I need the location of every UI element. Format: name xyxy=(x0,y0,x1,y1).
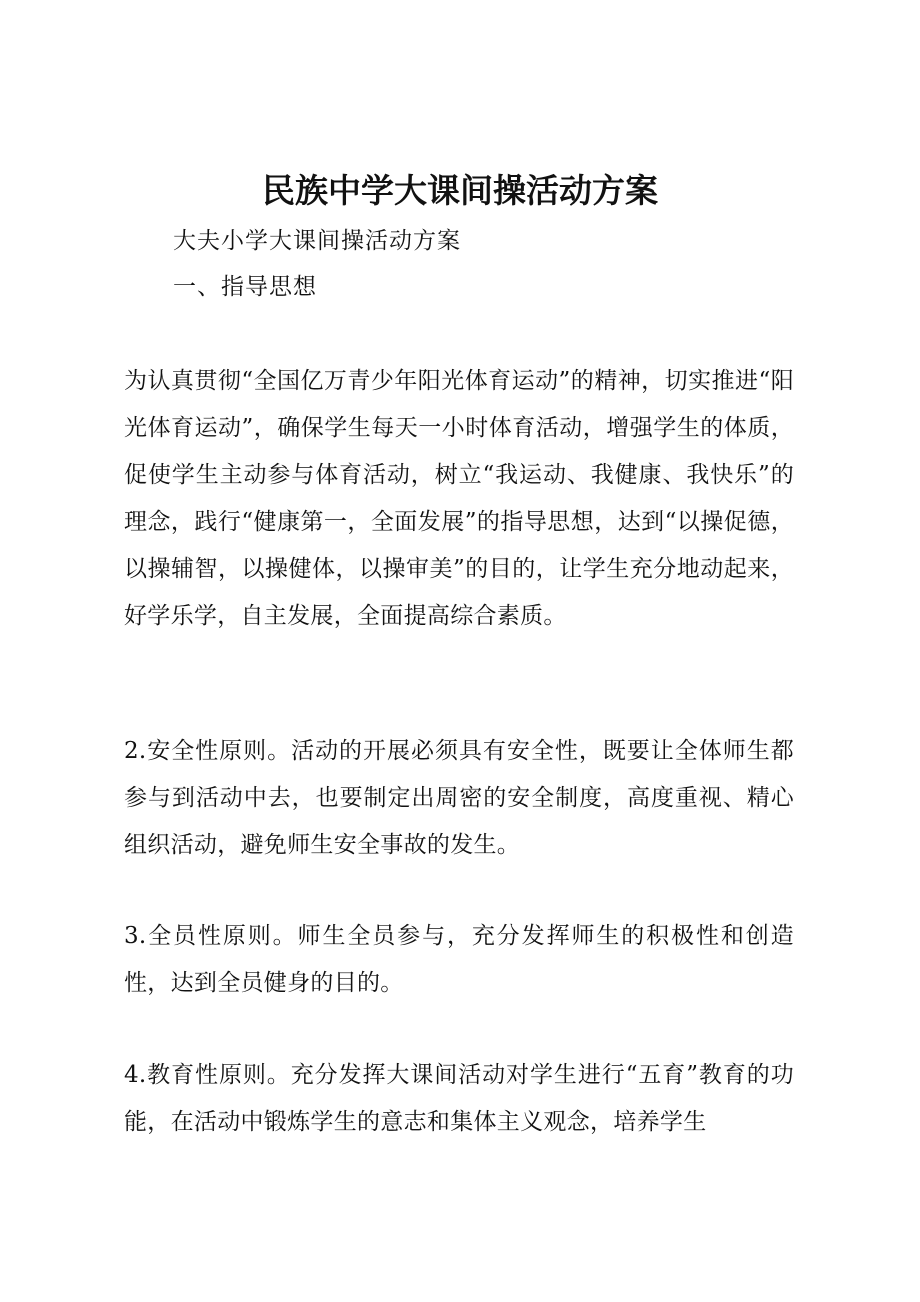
paragraph-guiding-thought: 为认真贯彻“全国亿万青少年阳光体育运动”的精神，切实推进“阳光体育运动”，确保学生每天一小时体育活动，增强学生的体质，促使学生主动参与体育活动，树立“我运动、我健康、我快乐”的理念，践行“健康第一，全面发展”的指导思想，达到“以操促德，以操辅智，以操健体，以操审美”的目的，让学生充分地动起来，好学乐学，自主发展，全面提高综合素质。 xyxy=(124,368,794,629)
section-heading: 一、指导思想 xyxy=(173,274,317,300)
document-subtitle: 大夫小学大课间操活动方案 xyxy=(173,228,461,254)
paragraph-safety-principle: 2.安全性原则。活动的开展必须具有安全性，既要让全体师生都参与到活动中去，也要制定出周密的安全制度，高度重视、精心组织活动，避免师生安全事故的发生。 xyxy=(124,738,794,858)
document-title: 民族中学大课间操活动方案 xyxy=(262,171,658,210)
paragraph-participation-principle: 3.全员性原则。师生全员参与，充分发挥师生的积极性和创造性，达到全员健身的目的。 xyxy=(124,923,794,996)
paragraph-education-principle: 4.教育性原则。充分发挥大课间活动对学生进行“五育”教育的功能，在活动中锻炼学生的意志和集体主义观念，培养学生 xyxy=(124,1062,794,1135)
